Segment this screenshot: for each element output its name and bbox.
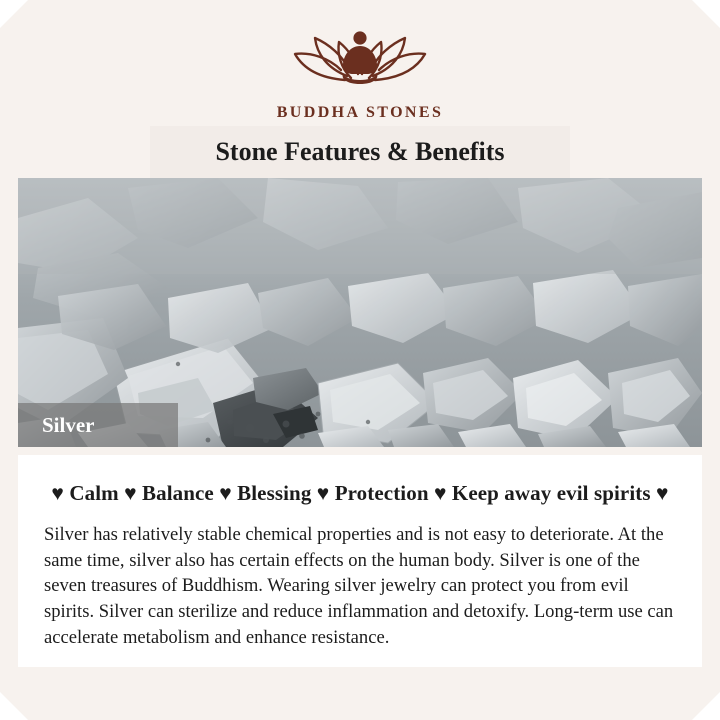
content-panel xyxy=(18,455,702,667)
benefit-keywords: ♥ Calm ♥ Balance ♥ Blessing ♥ Protection ♥ Keep away evil spirits ♥ xyxy=(51,481,669,505)
section-title-bar xyxy=(150,126,570,178)
corner-notch-bottom-right xyxy=(692,692,720,720)
corner-notch-bottom-left xyxy=(0,692,28,720)
stone-name-badge xyxy=(18,403,178,447)
stone-name: Silver xyxy=(42,412,95,437)
lotus-meditation-icon xyxy=(285,24,435,98)
page-title: Stone Features & Benefits xyxy=(215,137,505,166)
stone-description: Silver has relatively stable chemical properties and is not easy to deteriorate. At the same time, silver also has certain effects on the human body. Silver is one of the seven treasures of Buddhism. Wearing silver jewelry can protect you from evil spirits. Silver can sterilize and reduce inflammation and detoxify. Long-term use can accelerate metabolism and enhance resistance. xyxy=(44,524,674,648)
brand-name: BUDDHA STONES xyxy=(276,104,444,121)
brand-logo-block xyxy=(0,24,720,122)
